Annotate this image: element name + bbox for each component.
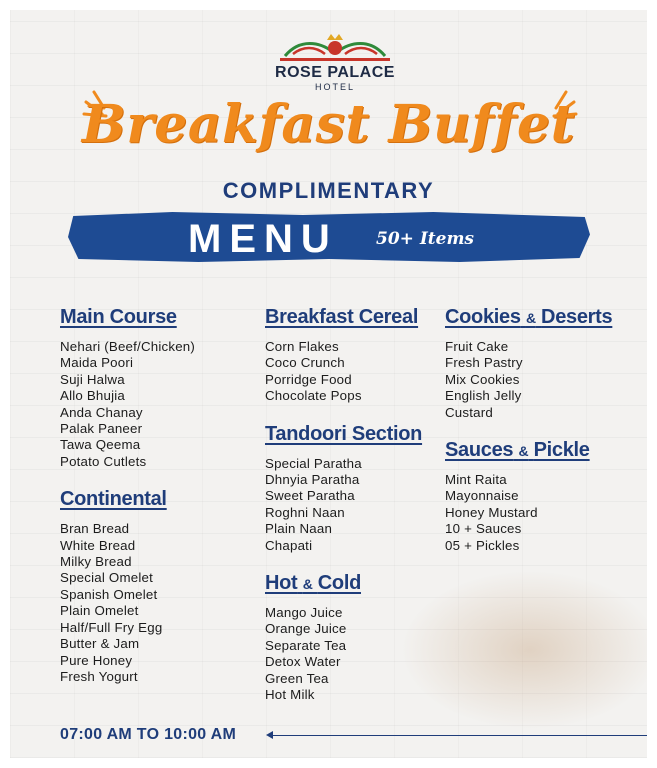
list-item: 10 + Sauces — [445, 521, 522, 537]
list-item: Orange Juice — [265, 621, 347, 637]
ampersand: & — [518, 443, 529, 460]
list-item: Special Paratha — [265, 455, 362, 471]
list-item: Anda Chanay — [60, 404, 143, 420]
page-title: Breakfast Buffet — [81, 94, 576, 155]
list-item: Custard — [445, 404, 493, 420]
list-item: Dhnyia Paratha — [265, 472, 360, 488]
heading-part: Cold — [317, 572, 361, 595]
list-item: Hot Milk — [265, 687, 315, 703]
section-heading: Continental — [60, 488, 167, 511]
hotel-logo — [265, 32, 405, 92]
buffet-timing: 07:00 AM TO 10:00 AM — [60, 726, 237, 743]
list-item: Special Omelet — [60, 570, 153, 586]
section-heading — [445, 306, 612, 329]
hotel-subtitle: HOTEL — [314, 82, 355, 92]
section-heading: Breakfast Cereal — [265, 306, 419, 328]
list-item: Fresh Pastry — [445, 355, 523, 371]
section-heading: Main Course — [60, 306, 177, 328]
heading-part: Sauces — [445, 439, 514, 462]
menu-item-count: 50+ Items — [376, 229, 474, 249]
section-continental — [60, 488, 195, 685]
section-heading — [265, 572, 422, 595]
footer-divider — [272, 735, 647, 736]
list-item: Sweet Paratha — [265, 488, 355, 504]
list-item: Suji Halwa — [60, 371, 125, 387]
list-item: Roghni Naan — [265, 504, 345, 520]
list-item: Mix Cookies — [445, 371, 520, 387]
section-sauces-pickle — [445, 439, 612, 554]
section-heading: Tandoori Section — [265, 422, 423, 445]
subtitle: COMPLIMENTARY — [222, 178, 435, 203]
heading-part: Hot — [265, 572, 298, 595]
hotel-name: ROSE PALACE — [275, 64, 395, 81]
heading-part: Cookies — [445, 306, 521, 328]
list-item: 05 + Pickles — [445, 537, 520, 553]
list-item: Pure Honey — [60, 652, 133, 668]
list-item: Separate Tea — [265, 637, 347, 653]
list-item: White Bread — [60, 537, 136, 553]
crown-floral-emblem-icon — [275, 32, 395, 62]
heading-part: Pickle — [533, 439, 590, 462]
list-item: Fruit Cake — [445, 339, 509, 354]
section-main-course — [60, 306, 195, 470]
section-heading — [445, 439, 612, 462]
list-item: Green Tea — [265, 670, 329, 686]
list-item: Chapati — [265, 537, 313, 553]
list-item: Mayonnaise — [445, 488, 519, 504]
list-item: Detox Water — [265, 654, 341, 670]
section-breakfast-cereal — [265, 306, 422, 405]
list-item: Palak Paneer — [60, 421, 143, 437]
list-item: Tawa Qeema — [60, 437, 141, 453]
ampersand: & — [525, 310, 536, 326]
list-item: Plain Naan — [265, 521, 333, 537]
list-item: Spanish Omelet — [60, 586, 158, 602]
section-cookies-deserts — [445, 306, 612, 421]
menu-poster — [10, 10, 647, 758]
list-item: Potato Cutlets — [60, 453, 147, 469]
list-item: Porridge Food — [265, 371, 352, 387]
menu-label: MENU — [188, 217, 338, 261]
ampersand: & — [302, 576, 313, 593]
heading-part: Deserts — [541, 306, 613, 328]
section-hot-cold — [265, 572, 422, 703]
list-item: Nehari (Beef/Chicken) — [60, 339, 196, 354]
list-item: Fresh Yogurt — [60, 668, 138, 684]
list-item: Milky Bread — [60, 554, 132, 570]
list-item: Corn Flakes — [265, 339, 339, 354]
column-right — [445, 306, 612, 572]
column-middle — [265, 306, 422, 722]
list-item: Coco Crunch — [265, 355, 345, 371]
list-item: Chocolate Pops — [265, 388, 362, 404]
list-item: Bran Bread — [60, 521, 130, 537]
list-item: Plain Omelet — [60, 603, 139, 619]
list-item: Half/Full Fry Egg — [60, 619, 163, 635]
food-photo-background — [400, 570, 647, 730]
list-item: Mint Raita — [445, 472, 507, 488]
list-item: Allo Bhujia — [60, 388, 126, 404]
section-tandoori — [265, 423, 422, 554]
column-left — [60, 306, 195, 703]
list-item: Butter & Jam — [60, 636, 140, 652]
list-item: Honey Mustard — [445, 504, 538, 520]
list-item: Mango Juice — [265, 605, 343, 621]
list-item: Maida Poori — [60, 355, 134, 371]
list-item: English Jelly — [445, 388, 522, 404]
